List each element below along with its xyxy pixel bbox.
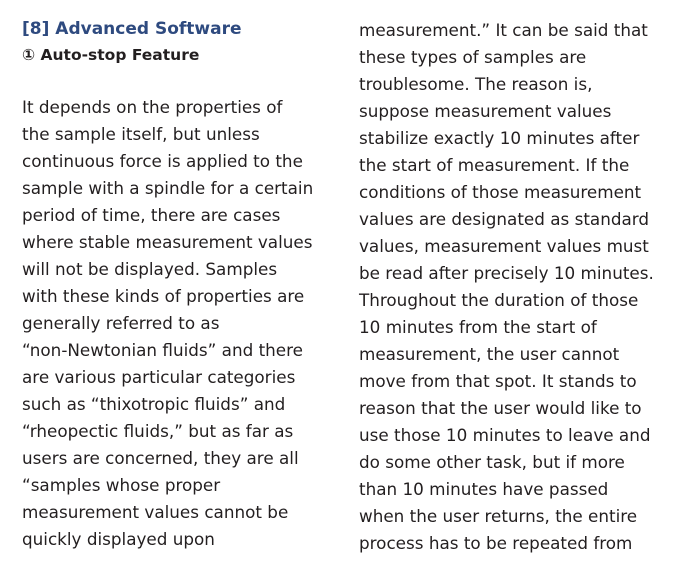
body-text-line: do some other task, but if more [359,452,625,472]
body-text-line: be read after precisely 10 minutes. [359,263,654,283]
body-text-line: are various particular categories [22,367,296,387]
body-text-line: quickly displayed upon [22,529,215,549]
section-title: [8] Advanced Software [22,19,242,39]
body-text-line: troublesome. The reason is, [359,74,593,94]
body-text-line: than 10 minutes have passed [359,479,609,499]
body-text-line: use those 10 minutes to leave and [359,425,651,445]
body-text-line: where stable measurement values [22,232,313,252]
body-text-line: with these kinds of properties are [22,286,305,306]
body-text-line: these types of samples are [359,47,587,67]
body-text-line: such as “thixotropic fluids” and [22,394,286,414]
body-text-line: measurement values cannot be [22,502,289,522]
body-text-line: period of time, there are cases [22,205,281,225]
body-text-line: process has to be repeated from [359,533,633,553]
body-text-line: when the user returns, the entire [359,506,638,526]
body-text-line: “rheopectic fluids,” but as far as [22,421,294,441]
body-text-line: stabilize exactly 10 minutes after [359,128,640,148]
body-text-line: Throughout the duration of those [359,290,639,310]
body-text-line: reason that the user would like to [359,398,642,418]
body-text-line: measurement, the user cannot [359,344,620,364]
body-text-line: sample with a spindle for a certain [22,178,314,198]
body-text-line: measurement.” It can be said that [359,20,648,40]
body-text-line: 10 minutes from the start of [359,317,597,337]
subsection-title: ① Auto-stop Feature [22,46,200,64]
body-text-line: values are designated as standard [359,209,650,229]
body-text-line: values, measurement values must [359,236,649,256]
body-text-line: the sample itself, but unless [22,124,260,144]
body-text-line: move from that spot. It stands to [359,371,637,391]
body-text-line: the start of measurement. If the [359,155,630,175]
body-text-line: suppose measurement values [359,101,612,121]
body-text-line: will not be displayed. Samples [22,259,278,279]
body-text-line: generally referred to as [22,313,220,333]
body-text-line: conditions of those measurement [359,182,642,202]
body-text-line: continuous force is applied to the [22,151,303,171]
body-text-line: It depends on the properties of [22,97,283,117]
body-text-line: “samples whose proper [22,475,221,495]
body-text-line: “non-Newtonian fluids” and there [22,340,303,360]
body-text-line: users are concerned, they are all [22,448,299,468]
